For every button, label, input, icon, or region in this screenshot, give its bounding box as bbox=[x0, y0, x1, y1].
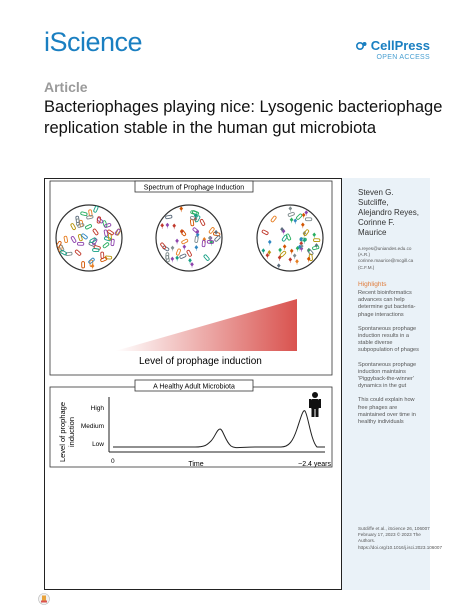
check-for-updates-icon[interactable] bbox=[38, 593, 50, 605]
induction-trace bbox=[113, 411, 325, 448]
y-axis-label-line2: induction bbox=[67, 416, 76, 448]
highlight-item: Spontaneous prophage induction maintains 'Piggyback-the-winner' dynamics in the gut bbox=[358, 361, 417, 390]
correspondence-emails[interactable]: a.reyes@uniandes.edu.co (A.R.) corinne.maurice@mcgill.ca (C.F.M.) bbox=[358, 246, 414, 270]
spectrum-title: Spectrum of Prophage Induction bbox=[143, 184, 245, 192]
sidebar bbox=[342, 178, 443, 590]
microbiota-title: A Healthy Adult Microbiota bbox=[153, 383, 235, 391]
journal-logo: iScience bbox=[44, 27, 143, 57]
gradient-label: Level of prophage induction bbox=[139, 356, 262, 367]
highlight-item: Spontaneous prophage induction results in a stable diverse subpopulation of phages bbox=[358, 325, 419, 354]
article-type-label: Article bbox=[44, 79, 88, 95]
y-axis-label-line1: Level of prophage bbox=[58, 401, 67, 463]
human-figure-icon bbox=[309, 392, 321, 417]
citation[interactable]: Sutcliffe et al., iScience 26, 106007 February 17, 2023 © 2023 The Authors. https://doi.org/10.1016/j.isci.2023.106007 bbox=[358, 526, 443, 550]
graphical-abstract-figure bbox=[45, 179, 341, 589]
article-title: Bacteriophages playing nice: Lysogenic bacteriophage replication stable in the human gut microbiota bbox=[44, 98, 443, 137]
open-access-label: OPEN ACCESS bbox=[376, 54, 430, 61]
microbiota-circle-medium bbox=[156, 205, 222, 271]
graphical-abstract bbox=[44, 178, 342, 590]
highlights-heading: Highlights bbox=[358, 280, 387, 288]
cellpress-logo-icon bbox=[356, 40, 368, 52]
microbiota-circle-low bbox=[56, 205, 122, 271]
x-axis-label: Time bbox=[188, 461, 204, 468]
publisher-name: CellPress bbox=[370, 38, 430, 53]
author-list: Steven G. Sutcliffe, Alejandro Reyes, Corinne F. Maurice bbox=[358, 188, 419, 237]
x-end-label: ~2.4 years bbox=[298, 461, 331, 468]
highlight-item: This could explain how free phages are maintained over time in healthy individuals bbox=[358, 397, 416, 426]
level-high: High bbox=[90, 405, 104, 412]
highlight-item: Recent bioinformatics advances can help determine gut bacteria-phage interactions bbox=[358, 290, 416, 318]
level-medium: Medium bbox=[80, 423, 104, 430]
cellpress-badge[interactable] bbox=[356, 38, 430, 61]
microbiota-circle-high bbox=[257, 205, 323, 271]
x-origin-label: 0 bbox=[111, 458, 115, 465]
induction-gradient-wedge bbox=[115, 299, 297, 351]
level-low: Low bbox=[92, 441, 104, 448]
